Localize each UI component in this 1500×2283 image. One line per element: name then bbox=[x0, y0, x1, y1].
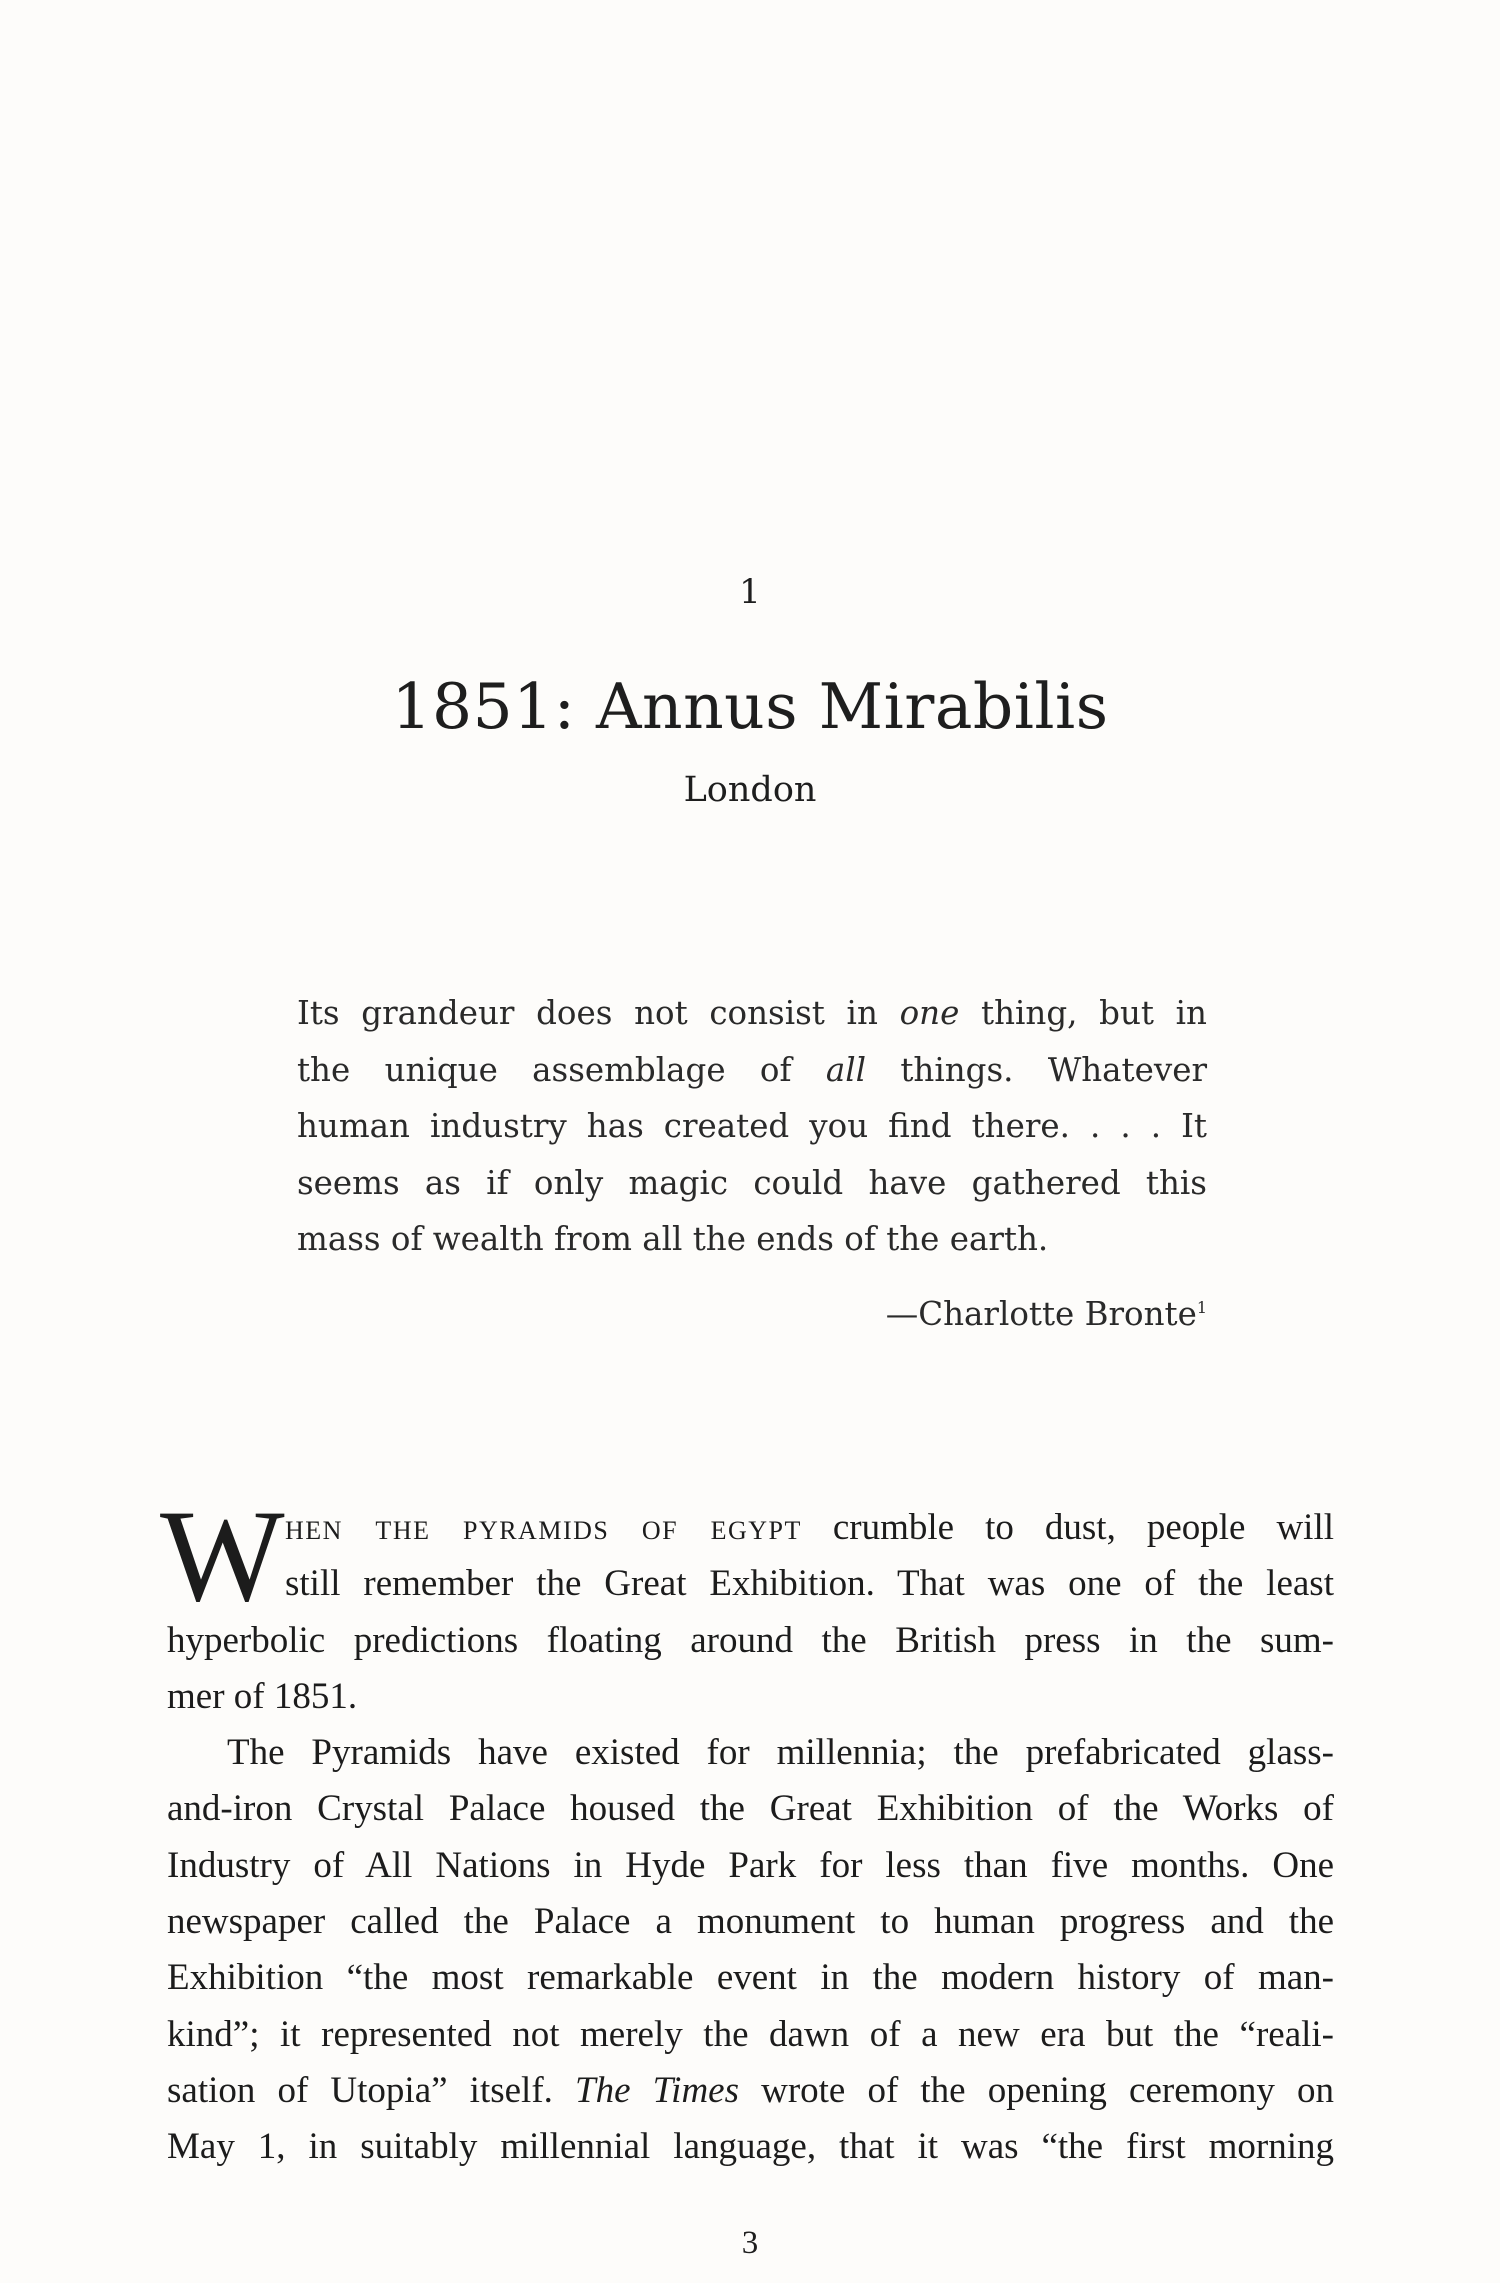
epigraph-line: mass of wealth from all the ends of the earth. bbox=[297, 1220, 1049, 1258]
body-line: mer of 1851. bbox=[167, 1675, 358, 1717]
body-line: newspaper called the Palace a monument to human progress and the bbox=[167, 1901, 1334, 1943]
epigraph-line: Its grandeur does not consist in one thing, but in bbox=[297, 994, 1207, 1032]
body-line: sation of Utopia” itself. The Times wrote of the opening ceremony on bbox=[167, 2069, 1335, 2111]
body-text bbox=[167, 1500, 1334, 2176]
body-line: hyperbolic predictions floating around the British press in the sum- bbox=[167, 1619, 1334, 1661]
page-number: 3 bbox=[741, 2225, 759, 2261]
chapter-title: 1851: Annus Mirabilis bbox=[391, 670, 1109, 743]
body-line: and-iron Crystal Palace housed the Great Exhibition of the Works of bbox=[167, 1788, 1334, 1830]
body-line: The Pyramids have existed for millennia; the prefabricated glass- bbox=[227, 1732, 1334, 1774]
body-line: kind”; it represented not merely the dawn of a new era but the “reali- bbox=[167, 2013, 1334, 2055]
body-line: Exhibition “the most remarkable event in the modern history of man- bbox=[167, 1957, 1334, 1999]
epigraph-attribution: —Charlotte Bronte$^1$ bbox=[885, 1295, 1207, 1333]
body-line: Industry of All Nations in Hyde Park for less than five months. One bbox=[167, 1844, 1334, 1886]
body-line: still remember the Great Exhibition. That was one of the least bbox=[285, 1563, 1334, 1605]
epigraph-line: human industry has created you find there. . . . It bbox=[297, 1107, 1207, 1145]
smallcaps-opening: hen the pyramids of egypt bbox=[285, 1507, 802, 1548]
epigraph-line: the unique assemblage of all things. Whatever bbox=[297, 1050, 1207, 1089]
chapter-number: 1 bbox=[739, 572, 761, 612]
epigraph bbox=[297, 985, 1207, 1268]
epigraph-line: seems as if only magic could have gathered this bbox=[297, 1163, 1207, 1202]
footnote-marker: 1 bbox=[1196, 1298, 1207, 1318]
drop-cap: W bbox=[160, 1482, 285, 1629]
body-line: hen the pyramids of egypt crumble to dust, people will bbox=[285, 1507, 1335, 1548]
chapter-subtitle: London bbox=[683, 770, 817, 810]
body-line: May 1, in suitably millennial language, that it was “the first morning bbox=[167, 2126, 1334, 2168]
